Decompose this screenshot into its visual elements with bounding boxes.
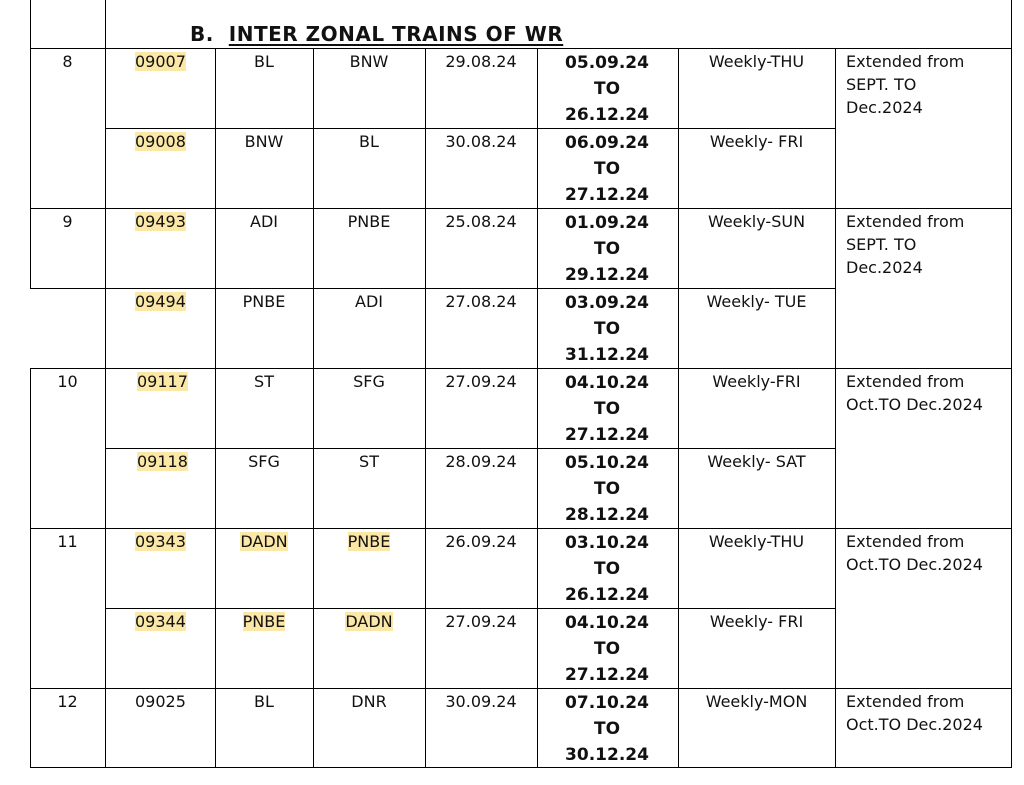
end-date: 29.12.24 — [565, 265, 649, 285]
serial-number: 12 — [57, 692, 78, 711]
to-station: PNBE — [347, 532, 391, 551]
extension-period — [537, 210, 677, 288]
remark-line: Oct.TO Dec.2024 — [846, 395, 983, 414]
start-date: 07.10.24 — [565, 693, 649, 713]
section-heading — [190, 22, 563, 46]
train-number: 09493 — [135, 212, 186, 231]
remark-line: Dec.2024 — [846, 258, 923, 277]
end-date: 26.12.24 — [565, 585, 649, 605]
to-station: BL — [359, 132, 379, 151]
remark-line: Oct.TO Dec.2024 — [846, 555, 983, 574]
start-date: 06.09.24 — [565, 133, 649, 153]
serial-number: 9 — [62, 212, 73, 231]
frequency: Weekly-SUN — [707, 212, 806, 231]
remark-line: Oct.TO Dec.2024 — [846, 715, 983, 734]
from-station: PNBE — [242, 612, 286, 631]
to-station: DNR — [351, 692, 387, 711]
to-word: TO — [593, 79, 621, 99]
frequency: Weekly-THU — [708, 52, 805, 71]
section-title: INTER ZONAL TRAINS OF WR — [228, 22, 564, 46]
start-date: 05.09.24 — [565, 53, 649, 73]
from-station: BL — [254, 52, 274, 71]
to-word: TO — [593, 239, 621, 259]
from-station: BNW — [244, 132, 284, 151]
to-station: SFG — [353, 372, 385, 391]
end-date: 27.12.24 — [565, 425, 649, 445]
to-word: TO — [593, 639, 621, 659]
section-letter: B. — [190, 22, 214, 46]
notified-date: 25.08.24 — [445, 212, 517, 231]
extension-period — [537, 530, 677, 608]
remark-line: Extended from — [846, 52, 965, 71]
to-station: PNBE — [347, 212, 391, 231]
remark-line: Extended from — [846, 692, 965, 711]
serial-number: 10 — [57, 372, 78, 391]
notified-date: 27.09.24 — [445, 372, 517, 391]
notified-date: 30.09.24 — [445, 692, 517, 711]
train-number: 09118 — [137, 452, 188, 471]
to-word: TO — [593, 319, 621, 339]
frequency: Weekly- FRI — [709, 612, 804, 631]
to-word: TO — [593, 559, 621, 579]
train-number: 09025 — [135, 692, 186, 711]
extension-period — [537, 50, 677, 128]
frequency: Weekly- FRI — [709, 132, 804, 151]
start-date: 05.10.24 — [565, 453, 649, 473]
remark — [846, 530, 983, 576]
notified-date: 27.08.24 — [445, 292, 517, 311]
end-date: 28.12.24 — [565, 505, 649, 525]
train-number: 09344 — [135, 612, 186, 631]
to-station: ADI — [355, 292, 383, 311]
from-station: ADI — [250, 212, 278, 231]
notified-date: 29.08.24 — [445, 52, 517, 71]
end-date: 27.12.24 — [565, 665, 649, 685]
notified-date: 27.09.24 — [445, 612, 517, 631]
start-date: 04.10.24 — [565, 373, 649, 393]
frequency: Weekly- TUE — [706, 292, 807, 311]
remark-line: Extended from — [846, 212, 965, 231]
remark-line: Extended from — [846, 372, 965, 391]
frequency: Weekly-THU — [708, 532, 805, 551]
remark-line: SEPT. TO — [846, 235, 917, 254]
serial-number: 8 — [62, 52, 73, 71]
to-station: ST — [359, 452, 379, 471]
to-word: TO — [593, 479, 621, 499]
from-station: PNBE — [242, 292, 286, 311]
start-date: 01.09.24 — [565, 213, 649, 233]
start-date: 03.10.24 — [565, 533, 649, 553]
extension-period — [537, 690, 677, 768]
serial-number: 11 — [57, 532, 78, 551]
remark — [846, 210, 964, 279]
remark-line: Dec.2024 — [846, 98, 923, 117]
from-station: ST — [254, 372, 274, 391]
remark — [846, 370, 983, 416]
end-date: 27.12.24 — [565, 185, 649, 205]
notified-date: 30.08.24 — [445, 132, 517, 151]
end-date: 26.12.24 — [565, 105, 649, 125]
notified-date: 26.09.24 — [445, 532, 517, 551]
extension-period — [537, 290, 677, 368]
train-number: 09007 — [135, 52, 186, 71]
train-number: 09343 — [135, 532, 186, 551]
train-number: 09117 — [137, 372, 188, 391]
extension-period — [537, 450, 677, 528]
remark — [846, 690, 983, 736]
from-station: SFG — [248, 452, 280, 471]
from-station: DADN — [240, 532, 288, 551]
start-date: 04.10.24 — [565, 613, 649, 633]
to-word: TO — [593, 719, 621, 739]
remark-line: Extended from — [846, 532, 965, 551]
to-station: BNW — [349, 52, 389, 71]
end-date: 31.12.24 — [565, 345, 649, 365]
to-station: DADN — [345, 612, 393, 631]
remark — [846, 50, 964, 119]
notified-date: 28.09.24 — [445, 452, 517, 471]
remark-line: SEPT. TO — [846, 75, 917, 94]
from-station: BL — [254, 692, 274, 711]
to-word: TO — [593, 399, 621, 419]
extension-period — [537, 610, 677, 688]
end-date: 30.12.24 — [565, 745, 649, 765]
train-number: 09008 — [135, 132, 186, 151]
frequency: Weekly- SAT — [707, 452, 806, 471]
extension-period — [537, 370, 677, 448]
start-date: 03.09.24 — [565, 293, 649, 313]
frequency: Weekly-MON — [705, 692, 808, 711]
train-number: 09494 — [135, 292, 186, 311]
frequency: Weekly-FRI — [712, 372, 801, 391]
to-word: TO — [593, 159, 621, 179]
extension-period — [537, 130, 677, 208]
